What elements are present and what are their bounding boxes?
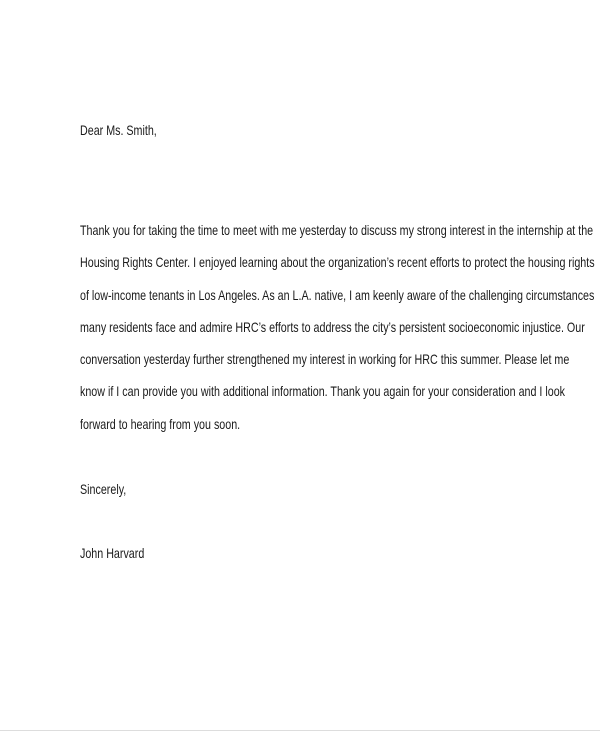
body-line: Thank you for taking the time to meet with me yesterday to discuss my strong interest in the internship at the	[80, 222, 594, 238]
body-line: Housing Rights Center. I enjoyed learning about the organization’s recent efforts to protect the housing rights	[80, 254, 595, 270]
body-line: many residents face and admire HRC’s efforts to address the city’s persistent socioeconomic injustice. Our	[80, 319, 585, 335]
closing: Sincerely,	[80, 481, 127, 497]
body-line: conversation yesterday further strengthened my interest in working for HRC this summer. Please let me	[80, 351, 570, 367]
body-line: of low-income tenants in Los Angeles. As an L.A. native, I am keenly aware of the challenging circumstances	[80, 287, 595, 303]
signature: John Harvard	[80, 545, 145, 561]
salutation: Dear Ms. Smith,	[80, 122, 157, 138]
body-line: forward to hearing from you soon.	[80, 416, 241, 432]
body-line: know if I can provide you with additional information. Thank you again for your consideration and I look	[80, 383, 566, 399]
